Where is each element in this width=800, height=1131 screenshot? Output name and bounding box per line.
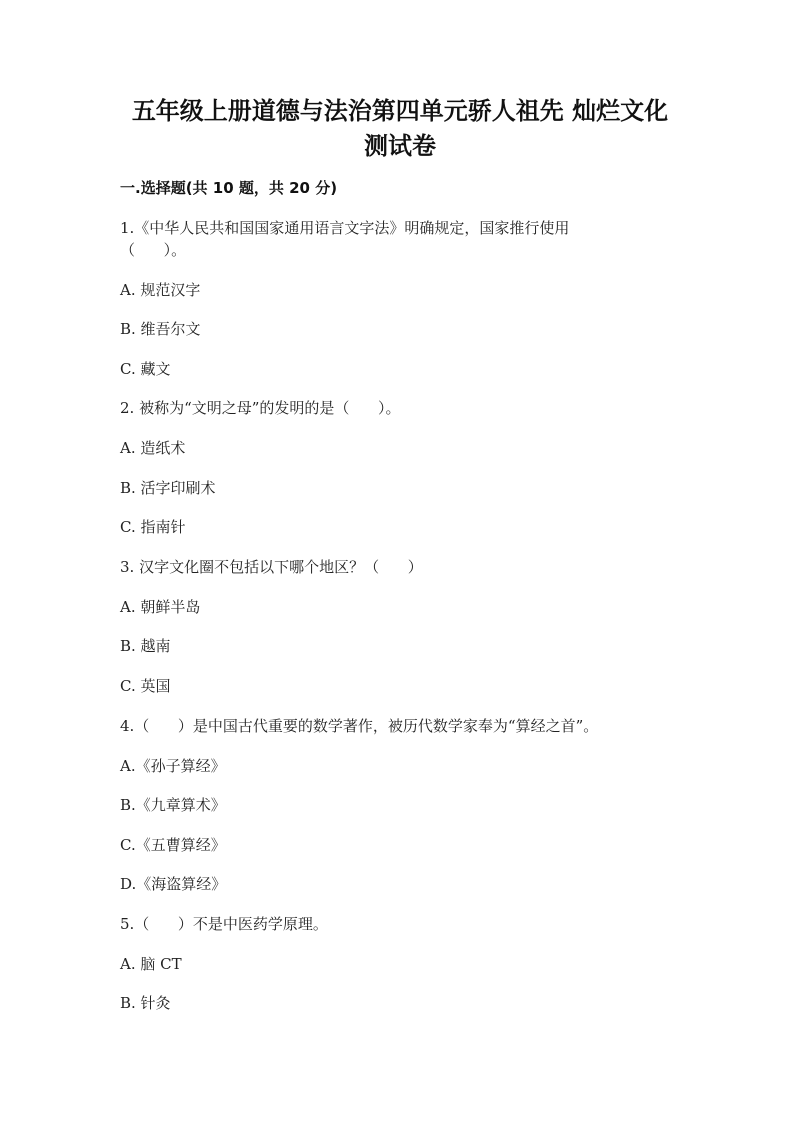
question-3-option-a: A. 朝鲜半岛 xyxy=(120,598,201,616)
question-1-option-b: B. 维吾尔文 xyxy=(120,320,201,338)
question-1-stem-continued: （ ）。 xyxy=(120,241,187,259)
question-5-option-a: A. 脑 CT xyxy=(120,955,182,973)
question-1-option-c: C. 藏文 xyxy=(120,360,171,378)
section-heading: 一.选择题(共 10 题，共 20 分) xyxy=(120,179,338,197)
question-5-stem: 5.（ ）不是中医药学原理。 xyxy=(120,915,328,933)
question-3-option-b: B. 越南 xyxy=(120,637,171,655)
question-1-stem: 1.《中华人民共和国国家通用语言文字法》明确规定，国家推行使用 xyxy=(120,219,570,237)
question-1-option-a: A. 规范汉字 xyxy=(120,281,201,299)
question-4-option-c: C.《五曹算经》 xyxy=(120,836,226,854)
question-4-option-a: A.《孙子算经》 xyxy=(120,757,226,775)
question-4-stem: 4.（ ）是中国古代重要的数学著作，被历代数学家奉为“算经之首”。 xyxy=(120,717,599,735)
question-2-stem: 2. 被称为“文明之母”的发明的是（ ）。 xyxy=(120,399,401,417)
question-5-option-b: B. 针灸 xyxy=(120,994,171,1012)
question-2-option-b: B. 活字印刷术 xyxy=(120,479,216,497)
question-4-option-d: D.《海盗算经》 xyxy=(120,875,227,893)
document-title-continued: 测试卷 xyxy=(364,132,436,160)
question-2-option-c: C. 指南针 xyxy=(120,518,186,536)
question-4-option-b: B.《九章算术》 xyxy=(120,796,226,814)
document-title: 五年级上册道德与法治第四单元骄人祖先 灿烂文化 xyxy=(131,97,669,125)
question-3-stem: 3. 汉字文化圈不包括以下哪个地区？（ ） xyxy=(120,558,423,576)
question-2-option-a: A. 造纸术 xyxy=(120,439,186,457)
question-3-option-c: C. 英国 xyxy=(120,677,171,695)
